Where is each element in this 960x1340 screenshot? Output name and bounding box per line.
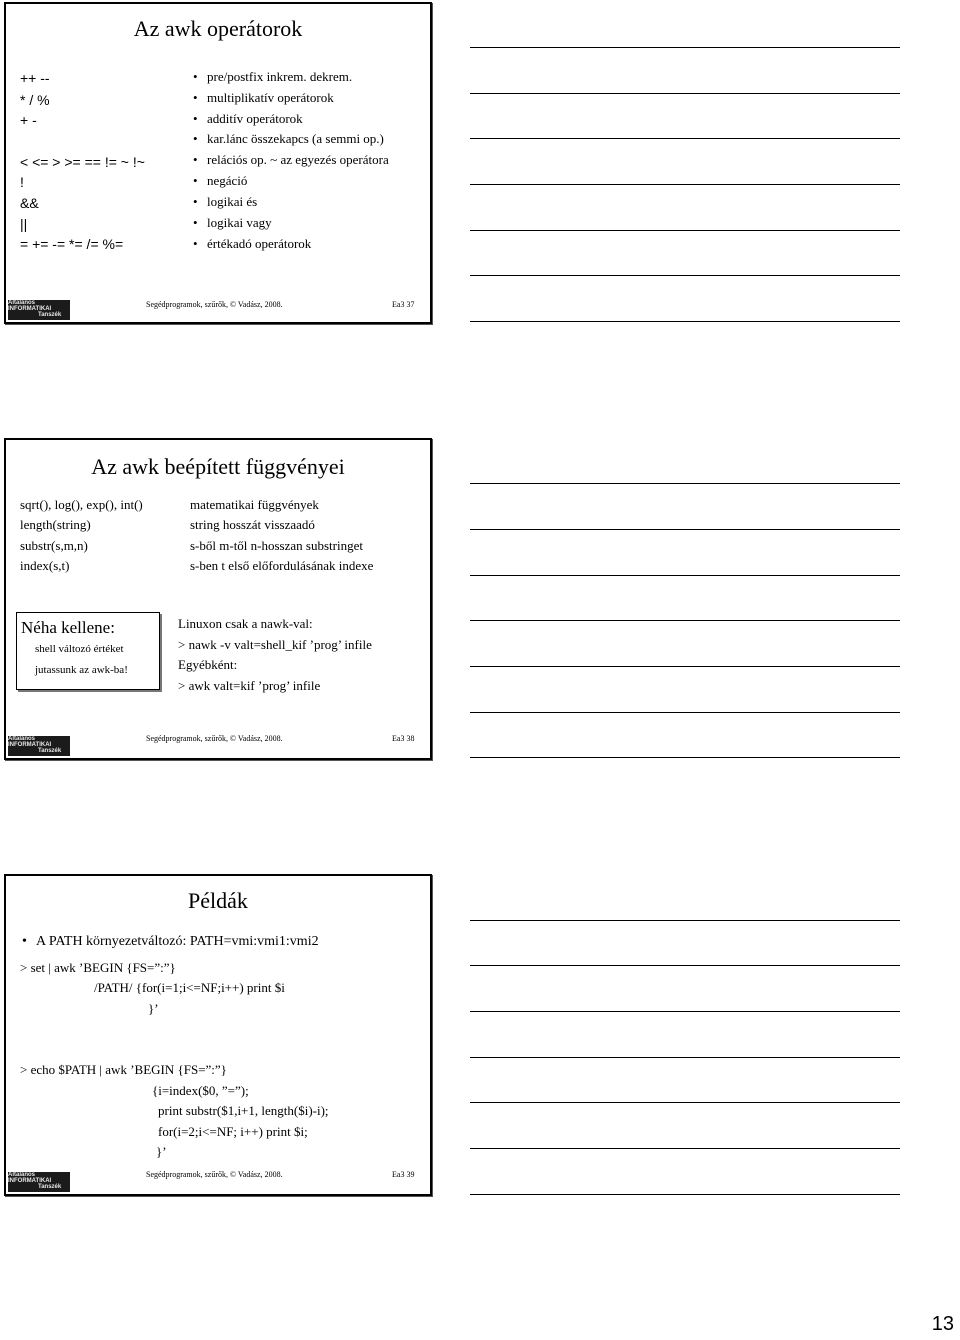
department-logo: Általános INFORMATIKAI Tanszék <box>8 1172 70 1192</box>
operator-desc: • kar.lánc összekapcs (a semmi op.) <box>207 131 384 147</box>
slide-footer: Segédprogramok, szűrők, © Vadász, 2008. <box>146 734 283 743</box>
note-box-title: Néha kellene: <box>21 618 115 637</box>
function-desc: s-ből m-től n-hosszan substringet <box>190 538 363 553</box>
operator-desc: • additív operátorok <box>207 111 303 127</box>
operator-line: ++ -- <box>20 70 50 86</box>
operator-desc: • relációs op. ~ az egyezés operátora <box>207 152 389 168</box>
department-logo: Általános INFORMATIKAI Tanszék <box>8 300 70 320</box>
operator-desc: • logikai és <box>207 194 257 210</box>
slide-title: Példák <box>188 888 248 913</box>
slide-number: Ea3 38 <box>392 734 415 743</box>
note-line <box>470 1011 900 1012</box>
code-line: Egyébként: <box>178 657 238 672</box>
operator-desc: • értékadó operátorok <box>207 236 311 252</box>
operator-desc: • pre/postfix inkrem. dekrem. <box>207 69 352 85</box>
note-box-line: jutassunk az awk-ba! <box>35 664 128 676</box>
slide-38 <box>4 438 432 760</box>
operator-desc: • negáció <box>207 173 247 189</box>
note-box <box>16 612 160 690</box>
department-logo: Általános INFORMATIKAI Tanszék <box>8 736 70 756</box>
code-line: print substr($1,i+1, length($i)-i); <box>158 1103 329 1118</box>
slide-39 <box>4 874 432 1196</box>
function-desc: s-ben t első előfordulásának indexe <box>190 558 374 573</box>
note-line <box>470 1194 900 1195</box>
operator-desc: • logikai vagy <box>207 215 272 231</box>
note-line <box>470 529 900 530</box>
operator-line: ! <box>20 174 24 190</box>
note-line <box>470 321 900 322</box>
operator-desc: • multiplikatív operátorok <box>207 90 334 106</box>
note-line <box>470 93 900 94</box>
code-line: {i=index($0, ”=”); <box>152 1083 249 1098</box>
code-line: for(i=2;i<=NF; i++) print $i; <box>158 1124 308 1139</box>
note-line <box>470 712 900 713</box>
note-line <box>470 230 900 231</box>
slide-number: Ea3 39 <box>392 1170 415 1179</box>
note-line <box>470 184 900 185</box>
slide-footer: Segédprogramok, szűrők, © Vadász, 2008. <box>146 1170 283 1179</box>
note-line <box>470 1057 900 1058</box>
function-name: length(string) <box>20 517 91 532</box>
code-line: > echo $PATH | awk ’BEGIN {FS=”:”} <box>20 1062 227 1077</box>
note-line <box>470 757 900 758</box>
function-name: sqrt(), log(), exp(), int() <box>20 497 143 512</box>
code-line: }’ <box>148 1001 159 1016</box>
operator-line: || <box>20 216 28 232</box>
note-line <box>470 483 900 484</box>
slide-37 <box>4 2 432 324</box>
slide-title: Az awk beépített függvényei <box>91 454 345 479</box>
note-line <box>470 666 900 667</box>
note-line <box>470 1102 900 1103</box>
code-line: }’ <box>156 1144 167 1159</box>
code-line: > awk valt=kif ’prog’ infile <box>178 678 321 693</box>
note-line <box>470 47 900 48</box>
code-line: Linuxon csak a nawk-val: <box>178 616 313 631</box>
code-line: > nawk -v valt=shell_kif ’prog’ infile <box>178 637 372 652</box>
note-line <box>470 1148 900 1149</box>
operator-line: < <= > >= == != ~ !~ <box>20 154 145 170</box>
note-line <box>470 275 900 276</box>
operator-line: && <box>20 195 39 211</box>
page-number: 13 <box>931 1313 954 1335</box>
function-name: index(s,t) <box>20 558 70 573</box>
function-name: substr(s,m,n) <box>20 538 88 553</box>
note-box-line: shell változó értéket <box>35 643 124 655</box>
slide-number: Ea3 37 <box>392 300 415 309</box>
operator-line: + - <box>20 112 37 128</box>
operator-line: = += -= *= /= %= <box>20 236 124 252</box>
slide-title: Az awk operátorok <box>133 16 303 41</box>
code-line: /PATH/ {for(i=1;i<=NF;i++) print $i <box>94 980 285 995</box>
note-line <box>470 620 900 621</box>
note-line <box>470 920 900 921</box>
note-line <box>470 965 900 966</box>
example-heading: • A PATH környezetváltozó: PATH=vmi:vmi1:vmi2 <box>36 934 319 950</box>
code-line: > set | awk ’BEGIN {FS=”:”} <box>20 960 176 975</box>
note-line <box>470 575 900 576</box>
slide-footer: Segédprogramok, szűrők, © Vadász, 2008. <box>146 300 283 309</box>
function-desc: string hosszát visszaadó <box>190 517 315 532</box>
note-line <box>470 138 900 139</box>
operator-line: * / % <box>20 92 50 108</box>
function-desc: matematikai függvények <box>190 497 319 512</box>
